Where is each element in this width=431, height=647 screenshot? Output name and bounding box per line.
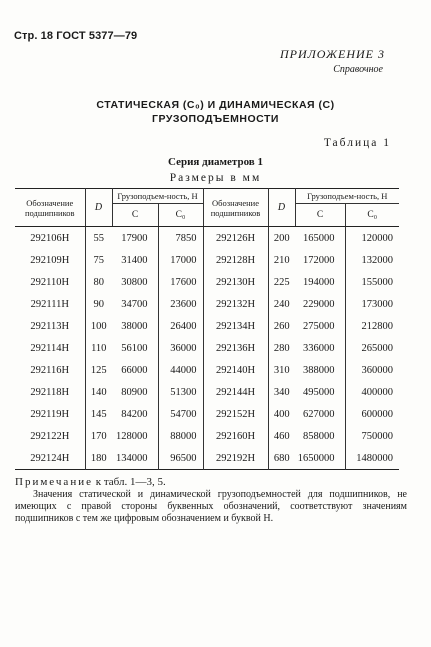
note-reference: к табл. 1—3, 5. — [95, 476, 166, 488]
cell-c: 172000 — [303, 254, 335, 266]
cell-c0: 400000 — [345, 381, 399, 403]
cell-c0: 155000 — [345, 271, 399, 293]
cell-designation: 292126Н — [203, 227, 268, 250]
cell-d: 310 — [268, 359, 295, 381]
col-header-designation-2: Обозначение подшипников — [203, 189, 268, 227]
cell-designation: 292106Н — [30, 232, 70, 244]
cell-c0: 265000 — [345, 337, 399, 359]
cell-designation: 292118Н — [30, 386, 70, 398]
cell-designation: 292152Н — [203, 403, 268, 425]
cell-c0: 7850 — [158, 227, 203, 250]
capacity-table — [15, 188, 399, 470]
cell-designation: 292130Н — [203, 271, 268, 293]
cell-d: 225 — [268, 271, 295, 293]
cell-c0: 212800 — [345, 315, 399, 337]
col-header-c0: C₀ — [158, 204, 203, 227]
cell-c0: 1480000 — [345, 447, 399, 470]
cell-designation: 292110Н — [30, 276, 70, 288]
cell-d: 680 — [268, 447, 295, 470]
document-title-line1: СТАТИЧЕСКАЯ (C₀) И ДИНАМИЧЕСКАЯ (C) — [96, 99, 335, 111]
cell-c0: 54700 — [158, 403, 203, 425]
sizes-label: Размеры в мм — [169, 172, 262, 184]
cell-c: 336000 — [303, 342, 335, 354]
cell-d: 125 — [85, 359, 112, 381]
table-row — [15, 381, 399, 403]
cell-c0: 36000 — [158, 337, 203, 359]
col-header-capacity: Грузоподъем-ность, Н — [112, 189, 203, 204]
cell-d: 280 — [268, 337, 295, 359]
cell-d: 75 — [85, 249, 112, 271]
cell-c: 165000 — [303, 232, 335, 244]
cell-d: 90 — [85, 293, 112, 315]
col-header-capacity-2: Грузоподъем-ность, Н — [295, 189, 399, 204]
cell-d: 400 — [268, 403, 295, 425]
cell-d: 460 — [268, 425, 295, 447]
note-label: Примечание — [15, 476, 93, 488]
cell-c0: 360000 — [345, 359, 399, 381]
cell-designation: 292124Н — [30, 452, 70, 464]
cell-d: 260 — [268, 315, 295, 337]
cell-c: 31400 — [121, 254, 148, 266]
cell-designation: 292134Н — [203, 315, 268, 337]
cell-designation: 292113Н — [30, 320, 70, 332]
col-header-c: C — [112, 204, 158, 227]
cell-c0: 23600 — [158, 293, 203, 315]
cell-d: 80 — [85, 271, 112, 293]
cell-designation: 292140Н — [203, 359, 268, 381]
page-header: Стр. 18 ГОСТ 5377—79 — [14, 30, 138, 42]
cell-d: 145 — [85, 403, 112, 425]
cell-c0: 120000 — [345, 227, 399, 250]
cell-c0: 600000 — [345, 403, 399, 425]
cell-c0: 44000 — [158, 359, 203, 381]
note-text: Значения статической и динамической грузоподъемностей для подшипников, не имеющих с правой стороны буквенных обозначений, соответствуют значениям подшипников с тем же цифровым обозначением и буквой Н. — [15, 489, 407, 524]
cell-c0: 17000 — [158, 249, 203, 271]
cell-c0: 26400 — [158, 315, 203, 337]
cell-designation: 292132Н — [203, 293, 268, 315]
table-row — [15, 337, 399, 359]
cell-d: 210 — [268, 249, 295, 271]
note-heading — [15, 476, 166, 488]
cell-designation: 292119Н — [30, 408, 70, 420]
cell-c: 388000 — [303, 364, 335, 376]
cell-c: 17900 — [121, 232, 148, 244]
table-row — [15, 359, 399, 381]
col-header-d-2: D — [268, 189, 295, 227]
table-row — [15, 293, 399, 315]
cell-c: 56100 — [121, 342, 148, 354]
cell-designation: 292160Н — [203, 425, 268, 447]
cell-c: 495000 — [303, 386, 335, 398]
col-header-c0-2: C₀ — [345, 204, 399, 227]
cell-c0: 88000 — [158, 425, 203, 447]
cell-c: 128000 — [116, 430, 148, 442]
cell-d: 55 — [85, 227, 112, 250]
cell-c: 1650000 — [297, 452, 335, 464]
col-header-designation: Обозначение подшипников — [15, 189, 85, 227]
cell-c0: 750000 — [345, 425, 399, 447]
cell-d: 100 — [85, 315, 112, 337]
cell-c0: 51300 — [158, 381, 203, 403]
table-row — [15, 315, 399, 337]
series-label: Серия диаметров 1 — [168, 156, 263, 168]
table-row — [15, 227, 399, 250]
cell-d: 180 — [85, 447, 112, 470]
cell-c: 194000 — [303, 276, 335, 288]
cell-designation: 292116Н — [30, 364, 70, 376]
cell-c0: 96500 — [158, 447, 203, 470]
cell-c: 858000 — [303, 430, 335, 442]
cell-c0: 132000 — [345, 249, 399, 271]
cell-designation: 292114Н — [30, 342, 70, 354]
col-header-c-2: C — [295, 204, 345, 227]
appendix-title: ПРИЛОЖЕНИЕ 3 — [280, 47, 385, 61]
cell-c: 34700 — [121, 298, 148, 310]
table-row — [15, 447, 399, 470]
cell-c: 38000 — [121, 320, 148, 332]
cell-d: 140 — [85, 381, 112, 403]
table-row — [15, 271, 399, 293]
cell-c: 66000 — [121, 364, 148, 376]
cell-c0: 17600 — [158, 271, 203, 293]
cell-designation: 292122Н — [30, 430, 70, 442]
table-row — [15, 425, 399, 447]
appendix-subtitle: Справочное — [333, 64, 383, 75]
cell-c: 275000 — [303, 320, 335, 332]
table-row — [15, 249, 399, 271]
cell-c: 627000 — [303, 408, 335, 420]
cell-c: 80900 — [121, 386, 148, 398]
document-title-line2: ГРУЗОПОДЪЕМНОСТИ — [152, 113, 279, 125]
cell-designation: 292192Н — [203, 447, 268, 470]
cell-d: 170 — [85, 425, 112, 447]
cell-d: 110 — [85, 337, 112, 359]
cell-c0: 173000 — [345, 293, 399, 315]
col-header-d: D — [85, 189, 112, 227]
cell-c: 134000 — [116, 452, 148, 464]
cell-d: 340 — [268, 381, 295, 403]
cell-designation: 292111Н — [30, 298, 69, 310]
cell-c: 30800 — [121, 276, 148, 288]
cell-c: 229000 — [303, 298, 335, 310]
table-label: Таблица 1 — [323, 137, 391, 149]
cell-designation: 292109Н — [30, 254, 70, 266]
cell-designation: 292128Н — [203, 249, 268, 271]
cell-c: 84200 — [121, 408, 148, 420]
table-row — [15, 403, 399, 425]
cell-d: 200 — [268, 227, 295, 250]
cell-d: 240 — [268, 293, 295, 315]
cell-designation: 292144Н — [203, 381, 268, 403]
cell-designation: 292136Н — [203, 337, 268, 359]
